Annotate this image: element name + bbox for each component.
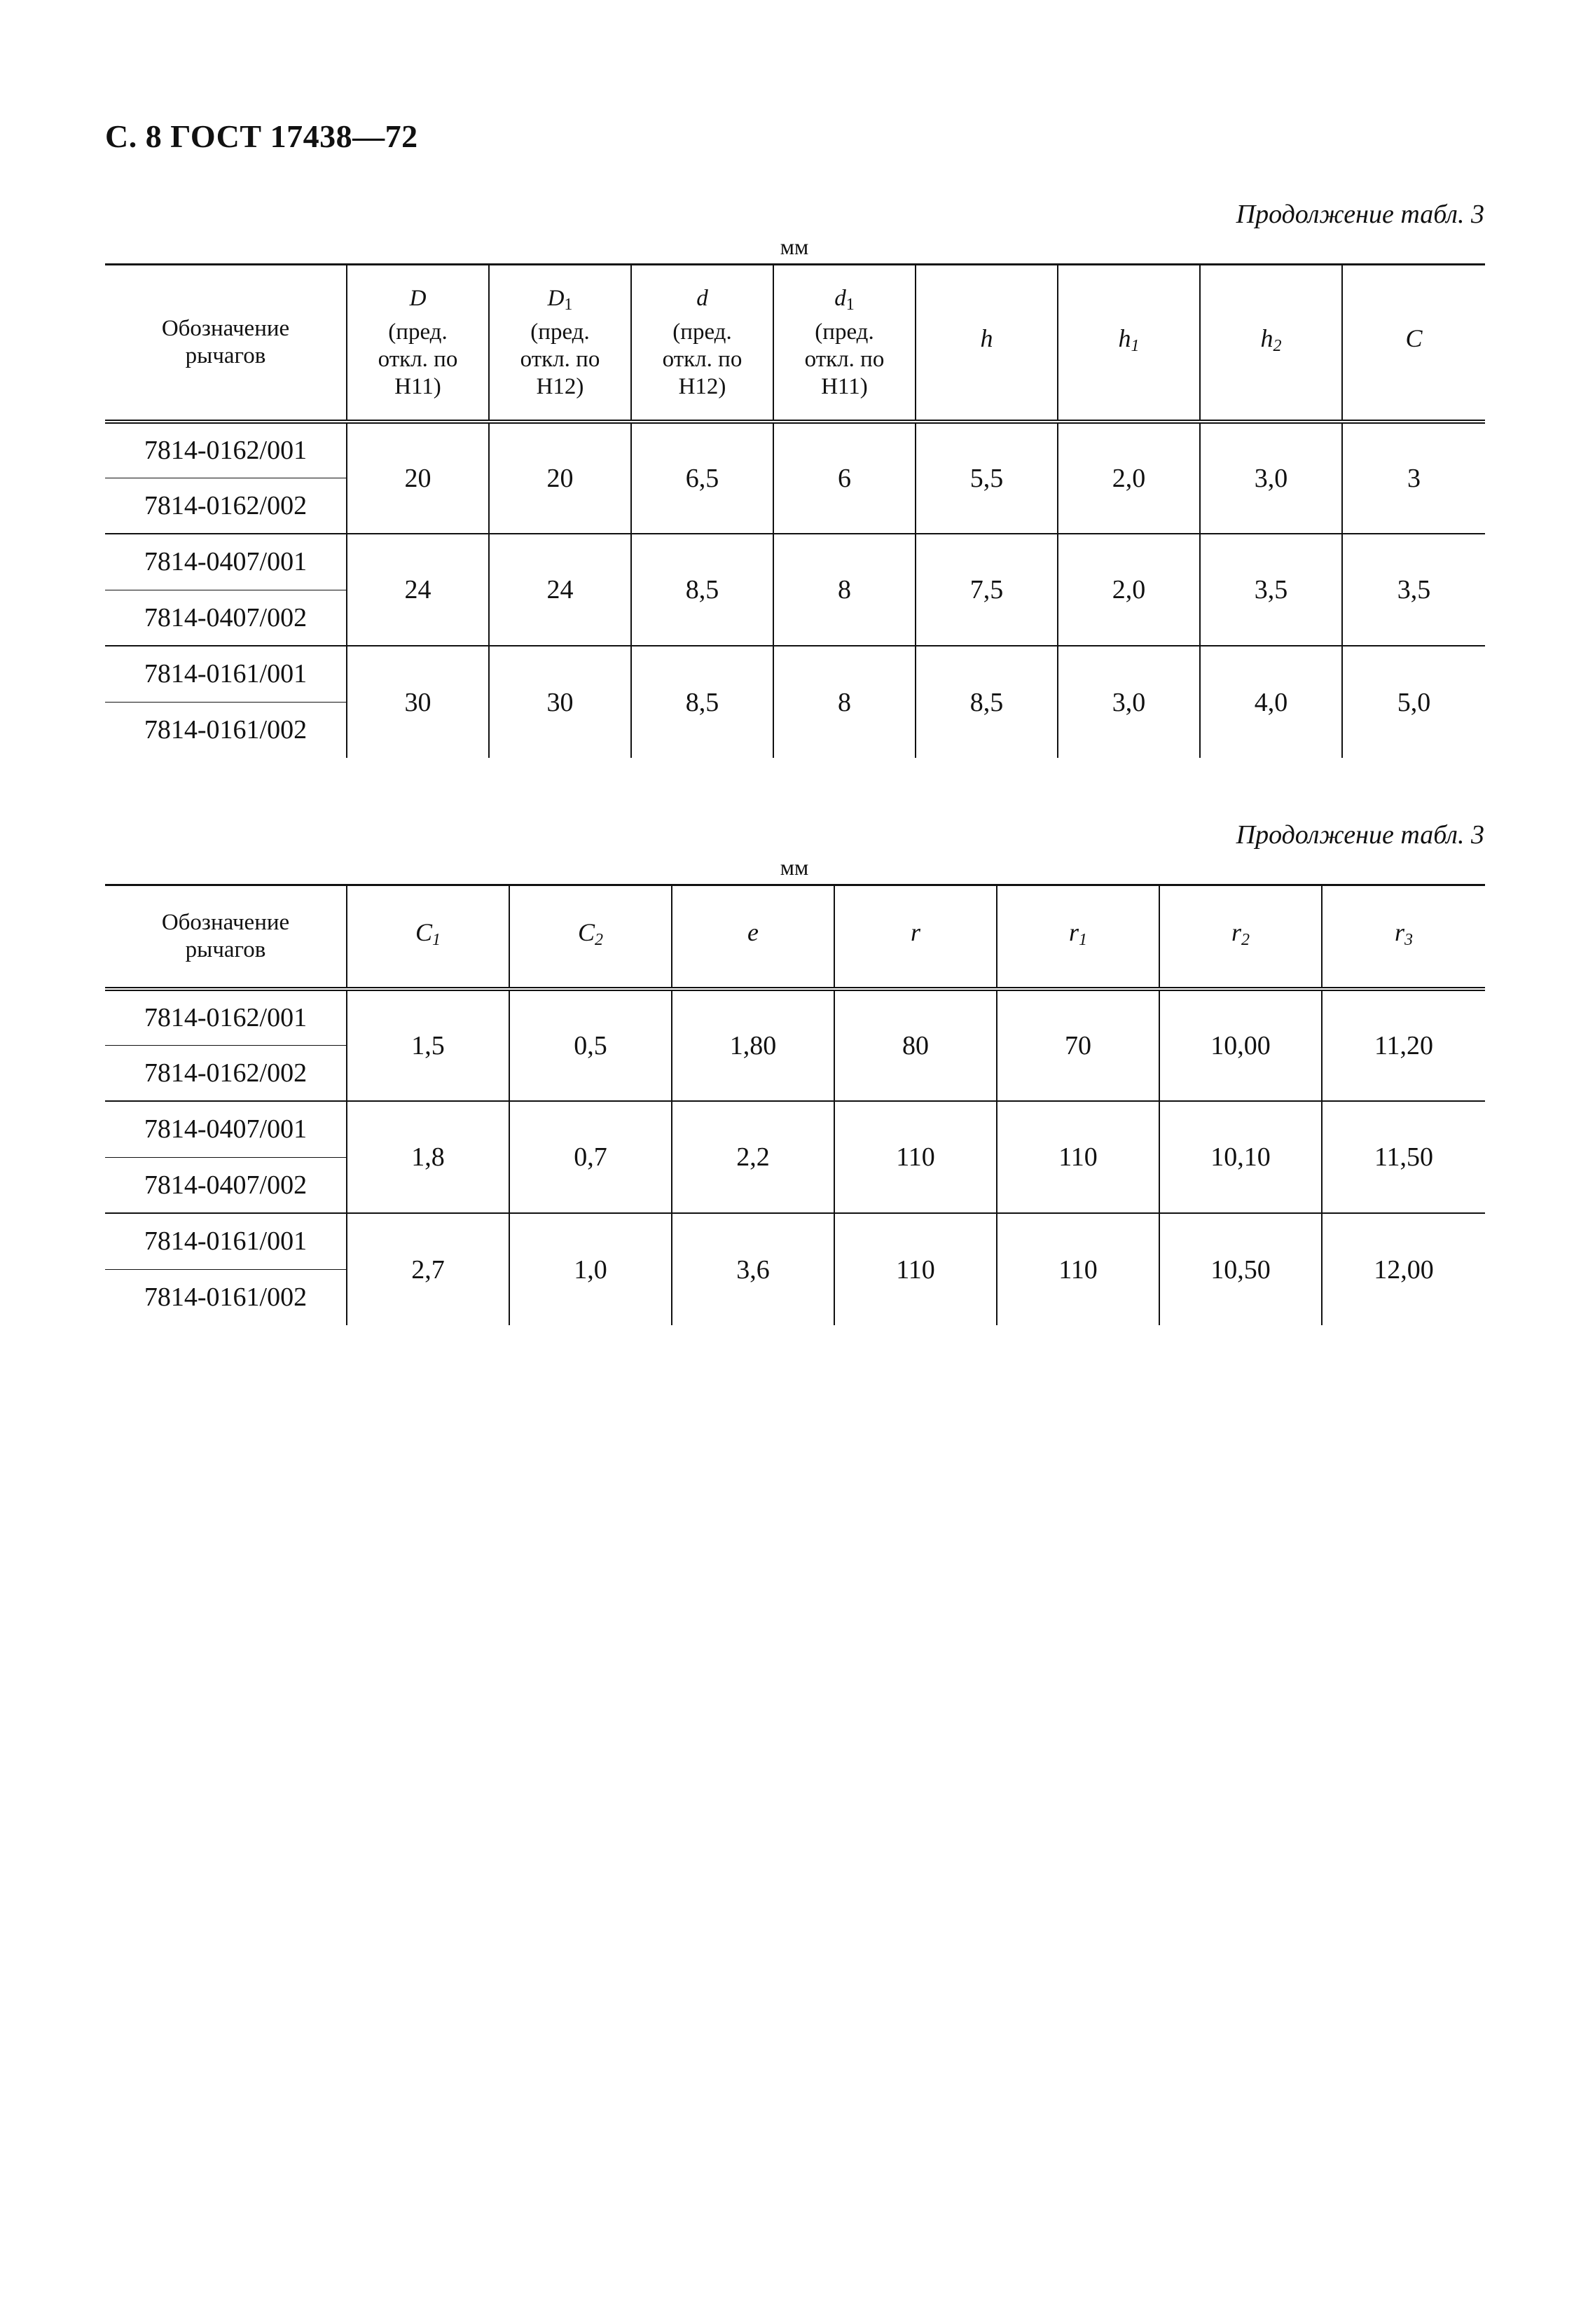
header-D1: D1 (пред. откл. по Н12) [489,265,631,422]
header-D: D (пред. откл. по Н11) [347,265,489,422]
designation-cell: 7814-0161/002 [105,1269,347,1325]
header-C2: C2 [509,885,672,990]
table-row [105,646,1485,702]
value-cell: 10,00 [1159,989,1322,1101]
value-cell: 8,5 [631,646,773,758]
table2-header-row [105,885,1485,990]
value-cell: 110 [997,1101,1159,1213]
value-cell: 2,0 [1058,422,1200,534]
table-row [105,1213,1485,1269]
value-cell: 2,0 [1058,534,1200,646]
value-cell: 8 [773,646,916,758]
header-h2: h2 [1200,265,1342,422]
value-cell: 3,0 [1058,646,1200,758]
value-cell: 11,50 [1322,1101,1485,1213]
value-cell: 2,7 [347,1213,509,1325]
value-cell: 5,5 [916,422,1058,534]
value-cell: 1,0 [509,1213,672,1325]
header-C1: C1 [347,885,509,990]
value-cell: 2,2 [672,1101,834,1213]
header-C: C [1342,265,1485,422]
value-cell: 24 [489,534,631,646]
value-cell: 110 [834,1213,997,1325]
value-cell: 3,6 [672,1213,834,1325]
header-designation: Обозначение рычагов [105,265,347,422]
value-cell: 6,5 [631,422,773,534]
designation-cell: 7814-0162/001 [105,989,347,1045]
designation-cell: 7814-0161/001 [105,1213,347,1269]
header-r: r [834,885,997,990]
value-cell: 3 [1342,422,1485,534]
table1-continuation-label: Продолжение табл. 3 [1236,200,1484,229]
value-cell: 20 [489,422,631,534]
value-cell: 0,7 [509,1101,672,1213]
header-h: h [916,265,1058,422]
value-cell: 6 [773,422,916,534]
table2 [105,884,1485,1325]
table-row [105,422,1485,478]
table1-unit-label: мм [780,234,809,259]
value-cell: 4,0 [1200,646,1342,758]
table1-header-row [105,265,1485,422]
value-cell: 30 [347,646,489,758]
designation-cell: 7814-0407/002 [105,590,347,646]
designation-cell: 7814-0162/002 [105,478,347,534]
header-d: d (пред. откл. по Н12) [631,265,773,422]
value-cell: 10,50 [1159,1213,1322,1325]
value-cell: 30 [489,646,631,758]
value-cell: 1,5 [347,989,509,1101]
value-cell: 3,5 [1342,534,1485,646]
value-cell: 24 [347,534,489,646]
value-cell: 3,0 [1200,422,1342,534]
value-cell: 3,5 [1200,534,1342,646]
designation-cell: 7814-0407/002 [105,1157,347,1213]
value-cell: 1,80 [672,989,834,1101]
header-r1: r1 [997,885,1159,990]
value-cell: 1,8 [347,1101,509,1213]
header-designation: Обозначение рычагов [105,885,347,990]
value-cell: 20 [347,422,489,534]
table1 [105,263,1485,758]
table-row [105,989,1485,1045]
table-row [105,1101,1485,1157]
value-cell: 10,10 [1159,1101,1322,1213]
table2-unit-label: мм [780,855,809,880]
header-r2: r2 [1159,885,1322,990]
value-cell: 70 [997,989,1159,1101]
header-h1: h1 [1058,265,1200,422]
header-r3: r3 [1322,885,1485,990]
value-cell: 12,00 [1322,1213,1485,1325]
table-row [105,534,1485,590]
designation-cell: 7814-0407/001 [105,1101,347,1157]
designation-cell: 7814-0407/001 [105,534,347,590]
designation-cell: 7814-0161/001 [105,646,347,702]
value-cell: 80 [834,989,997,1101]
designation-cell: 7814-0162/002 [105,1045,347,1101]
value-cell: 11,20 [1322,989,1485,1101]
value-cell: 5,0 [1342,646,1485,758]
designation-cell: 7814-0161/002 [105,702,347,758]
page-header: С. 8 ГОСТ 17438—72 [105,118,418,154]
value-cell: 110 [997,1213,1159,1325]
value-cell: 8 [773,534,916,646]
value-cell: 8,5 [631,534,773,646]
header-d1: d1 (пред. откл. по Н11) [773,265,916,422]
value-cell: 110 [834,1101,997,1213]
value-cell: 0,5 [509,989,672,1101]
table2-continuation-label: Продолжение табл. 3 [1236,820,1484,850]
value-cell: 8,5 [916,646,1058,758]
designation-cell: 7814-0162/001 [105,422,347,478]
header-e: e [672,885,834,990]
value-cell: 7,5 [916,534,1058,646]
